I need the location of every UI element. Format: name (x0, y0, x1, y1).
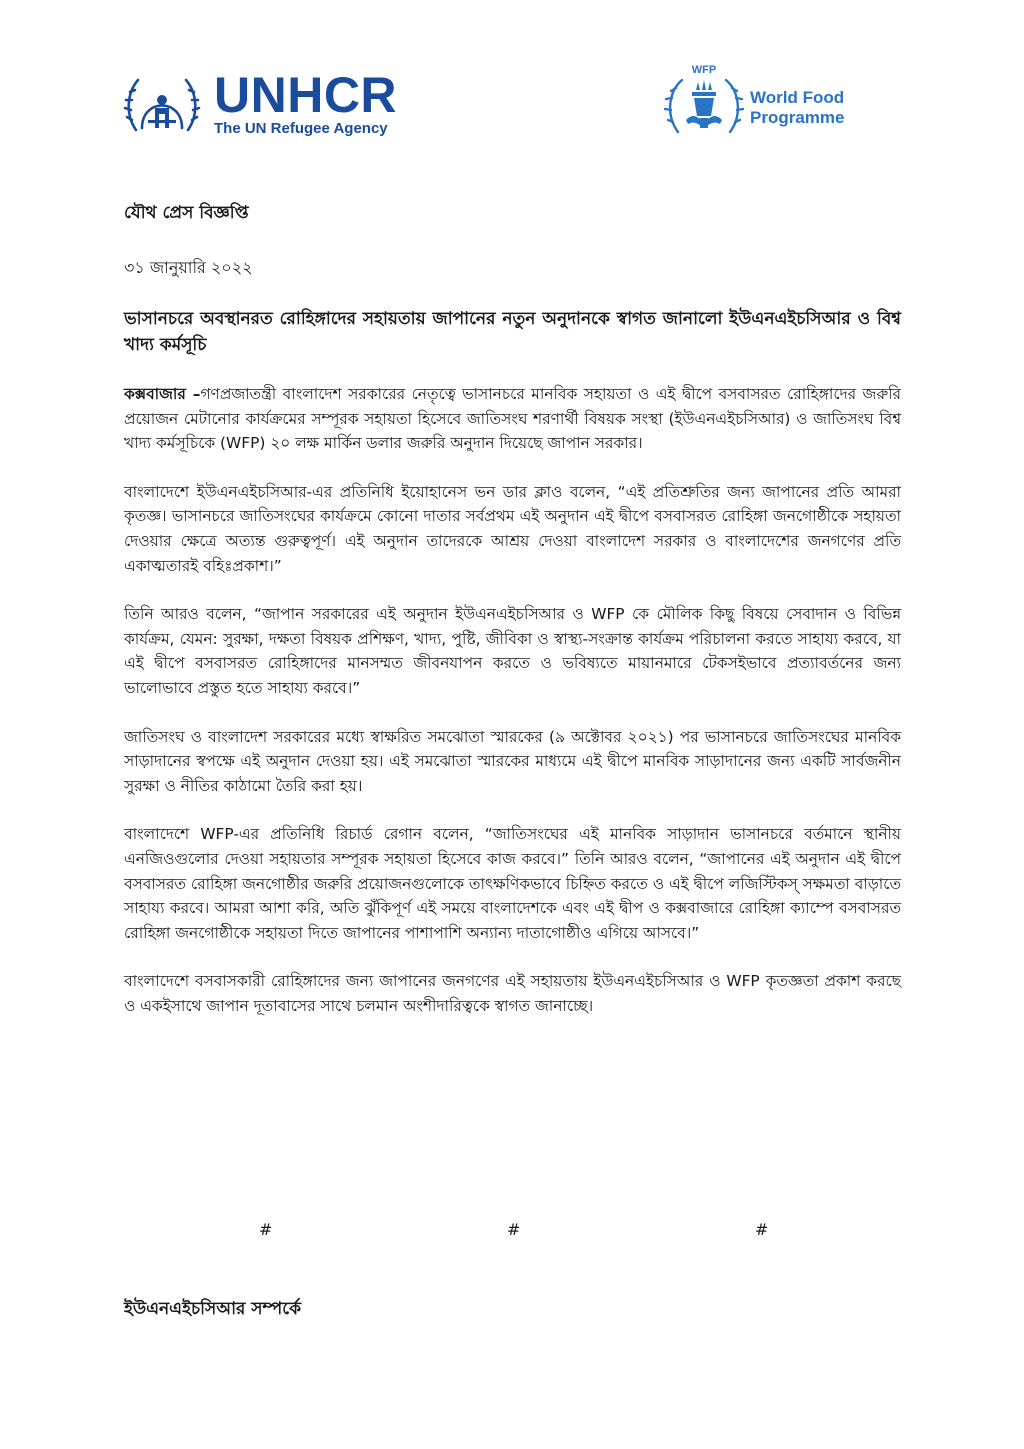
release-type-heading: যৌথ প্রেস বিজ্ঞপ্তি (124, 203, 249, 223)
release-date: ৩১ জানুয়ারি ২০২২ (124, 258, 253, 277)
paragraph-6: বাংলাদেশে বসবাসকারী রোহিঙ্গাদের জন্য জাপানের জনগণের এই সহায়তায় ইউএনএইচসিআর ও WFP কৃতজ্ঞতা প্রকাশ করছে ও একইসাথে জাপান দূতাবাসের সাথে চলমান অংশীদারিত্বকে স্বাগত জানাচ্ছে। (124, 972, 901, 1015)
wfp-wordmark: World Food Programme (750, 88, 845, 127)
dateline-place: কক্সবাজার – (124, 385, 201, 403)
wfp-logo (664, 62, 864, 142)
wfp-emblem-icon (664, 62, 744, 142)
paragraph-4: জাতিসংঘ ও বাংলাদেশ সরকারের মধ্যে স্বাক্ষরিত সমঝোতা স্মারকের (৯ অক্টোবর ২০২১) পর ভাসানচরে জাতিসংঘের মানবিক সাড়াদানের স্বপক্ষে এই অনুদান দেওয়া হয়। এই সমঝোতা স্মারকের মাধ্যমে এই দ্বীপে মানবিক সাড়াদানের জন্য একটি সার্বজনীন সুরক্ষা ও নীতির কাঠামো তৈরি করা হয়। (124, 727, 901, 795)
about-unhcr-heading: ইউএনএইচসিআর সম্পর্কে (124, 1299, 301, 1319)
press-release-body (124, 200, 901, 1018)
separator-mark: # (507, 1220, 521, 1239)
separator-mark: # (755, 1220, 769, 1239)
unhcr-wordmark: UNHCR (214, 67, 398, 123)
unhcr-logo (122, 68, 412, 140)
release-title: ভাসানচরে অবস্থানরত রোহিঙ্গাদের সহায়তায় জাপানের নতুন অনুদানকে স্বাগত জানালো ইউএনএইচসিআর ও বিশ্ব খাদ্য কর্মসূচি (124, 309, 901, 355)
separator-mark: # (259, 1220, 273, 1239)
paragraph-1-text: গণপ্রজাতন্ত্রী বাংলাদেশ সরকারের নেতৃত্বে ভাসানচরে মানবিক সহায়তা ও এই দ্বীপে বসবাসরত রোহিঙ্গাদের জরুরি প্রয়োজন মেটানোর কার্যক্রমের সম্পূরক সহায়তা হিসেবে জাতিসংঘ শরণার্থী বিষয়ক সংস্থা (ইউএনএইচসিআর) ও জাতিসংঘ বিশ্ব খাদ্য কর্মসূচিকে (WFP) ২০ লক্ষ মার্কিন ডলার জরুরি অনুদান দিয়েছে জাপান সরকার। (124, 385, 901, 453)
paragraph-3: তিনি আরও বলেন, “জাপান সরকারের এই অনুদান ইউএনএইচসিআর ও WFP কে মৌলিক কিছু বিষয়ে সেবাদান ও বিভিন্ন কার্যক্রম, যেমন: সুরক্ষা, দক্ষতা বিষয়ক প্রশিক্ষণ, খাদ্য, পুষ্টি, জীবিকা ও স্বাস্থ্য-সংক্রান্ত কার্যক্রম পরিচালনা করতে সাহায্য করবে, যা এই দ্বীপে বসবাসরত রোহিঙ্গাদের মানসম্মত জীবনযাপন করতে ও ভবিষ্যতে মায়ানমারে টেকসইভাবে প্রত্যাবর্তনের জন্য ভালোভাবে প্রস্তুত হতে সাহায্য করবে।” (124, 605, 901, 697)
paragraph-1 (124, 382, 901, 456)
section-separator (0, 1220, 1024, 1244)
unhcr-emblem-icon (122, 68, 202, 140)
paragraph-5: বাংলাদেশে WFP-এর প্রতিনিধি রিচার্ড রেগান বলেন, “জাতিসংঘের এই মানবিক সাড়াদান ভাসানচরে বর্তমানে স্থানীয় এনজিওগুলোর দেওয়া সহায়তার সম্পূরক সহায়তা হিসেবে কাজ করবে।” তিনি আরও বলেন, “জাপানের এই অনুদান এই দ্বীপে বসবাসরত রোহিঙ্গা জনগোষ্ঠীর জরুরি প্রয়োজনগুলোকে তাৎক্ষণিকভাবে চিহ্নিত করতে ও এই দ্বীপে লজিস্টিকস্ সক্ষমতা বাড়াতে সাহায্য করবে। আমরা আশা করি, অতি ঝুঁকিপূর্ণ এই সময়ে বাংলাদেশকে এবং এই দ্বীপ ও কক্সবাজারে রোহিঙ্গা ক্যাম্পে বসবাসরত রোহিঙ্গা জনগোষ্ঠীকে সহায়তা দিতে জাপানের পাশাপাশি অন্যান্য দাতাগোষ্ঠীও এগিয়ে আসবে।” (124, 825, 901, 942)
paragraph-2: বাংলাদেশে ইউএনএইচসিআর-এর প্রতিনিধি ইয়োহানেস ভন ডার ক্লাও বলেন, “এই প্রতিশ্রুতির জন্য জাপানের প্রতি আমরা কৃতজ্ঞ। ভাসানচরে জাতিসংঘের কার্যক্রমে কোনো দাতার সর্বপ্রথম এই অনুদান এই দ্বীপে বসবাসরত রোহিঙ্গা জনগোষ্ঠীকে সহায়তা দেওয়ার ক্ষেত্রে অত্যন্ত গুরুত্বপূর্ণ। এই অনুদান তাদেরকে আশ্রয় দেওয়া বাংলাদেশ সরকার ও বাংলাদেশের জনগণের প্রতি একাত্মতারই বহিঃপ্রকাশ।” (124, 482, 901, 575)
unhcr-tagline: The UN Refugee Agency (214, 120, 388, 137)
wfp-badge-text: WFP (691, 64, 717, 76)
